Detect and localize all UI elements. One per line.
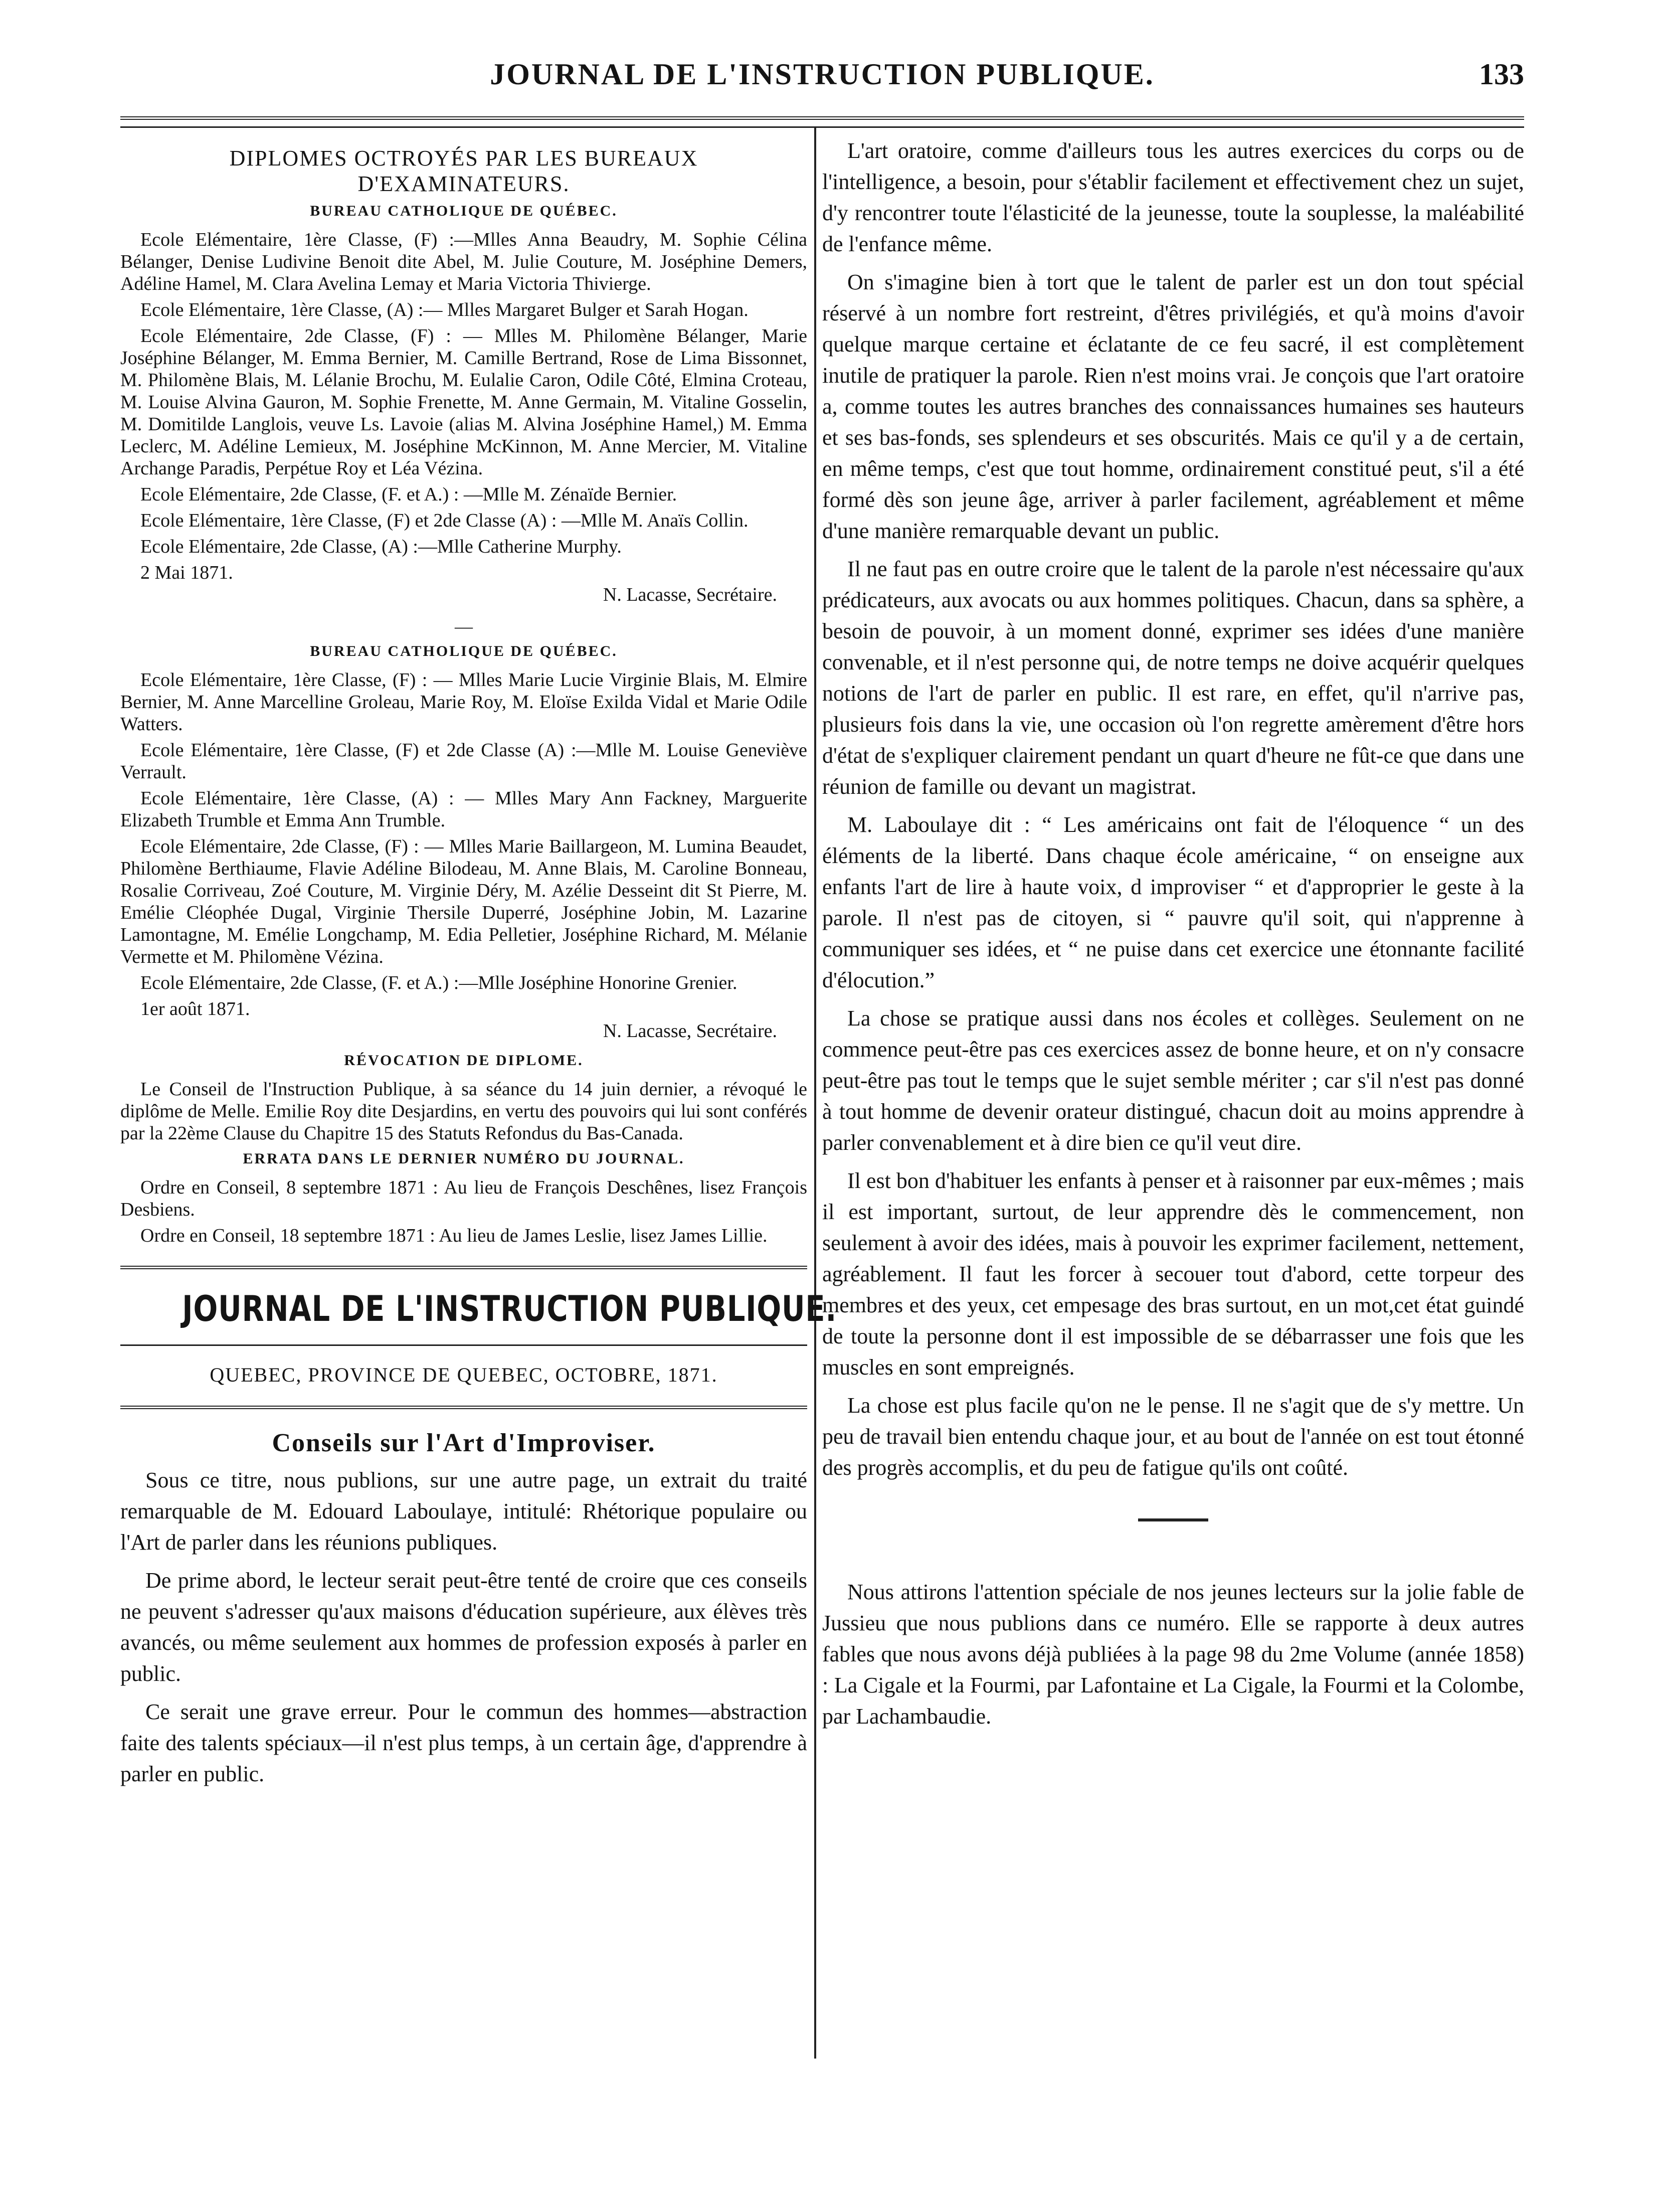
- article-paragraph: La chose est plus facile qu'on ne le pense. Il ne s'agit que de s'y mettre. Un peu de travail bien entendu chaque jour, et au bout de l'année on est tout étonné des progrès accomplis, et du peu de fatigue qu'ils ont coûté.: [822, 1393, 1524, 1480]
- diploma-entry: Ecole Elémentaire, 1ère Classe, (F) et 2de Classe (A) :—Mlle M. Louise Geneviève Verrault.: [120, 740, 807, 783]
- journal-name: JOURNAL DE L'INSTRUCTION PUBLIQUE.: [182, 1288, 837, 1329]
- bureau-title: BUREAU CATHOLIQUE DE QUÉBEC.: [310, 643, 618, 659]
- article-paragraph: Il ne faut pas en outre croire que le talent de la parole n'est nécessaire qu'aux prédicateurs, aux avocats ou aux hommes politiques. Chacun, dans sa sphère, a besoin de pouvoir, à un moment donné, exprimer ses idées d'une manière convenable, et il n'est personne qui, de notre temps ne doive acquérir quelques notions de l'art de parler en public. Il est rare, en effet, qu'il n'arrive pas, plusieurs fois dans la vie, une occasion où l'on regrette amèrement d'être hors d'état de s'expliquer clairement pendant un quart d'heure ne fût-ce que dans une réunion de famille ou devant un magistrat.: [822, 557, 1524, 799]
- article-paragraph: L'art oratoire, comme d'ailleurs tous les autres exercices du corps ou de l'intelligence, a besoin, pour s'établir facilement et effectivement chez un sujet, d'y rencontrer toute l'élasticité de la jeunesse, toute la souplesse, la maléabilité de l'enfance même.: [822, 138, 1524, 256]
- diploma-entry: Ecole Elémentaire, 1ère Classe, (F) :—Mlles Anna Beaudry, M. Sophie Célina Bélanger, Denise Ludivine Benoit dite Abel, M. Julie Couture, M. Joséphine Demers, Adéline Hamel, M. Clara Avelina Lemay et Maria Victoria Thivierge.: [120, 229, 807, 294]
- left-column: [120, 135, 837, 1797]
- diploma-entry: Ecole Elémentaire, 2de Classe, (A) :—Mlle Catherine Murphy.: [140, 536, 622, 557]
- signature: N. Lacasse, Secrétaire.: [603, 1020, 777, 1042]
- page-header: [120, 50, 1524, 100]
- thin-rule: [120, 1344, 807, 1346]
- diploma-entry: Ecole Elémentaire, 2de Classe, (F. et A.) : —Mlle M. Zénaïde Bernier.: [140, 484, 677, 505]
- signature-date: 1er août 1871.: [140, 998, 250, 1019]
- article-paragraph: De prime abord, le lecteur serait peut-être tenté de croire que ces conseils ne peuvent s'adresser qu'aux maisons d'éducation supérieure, aux élèves très avancés, ou même seulement aux hommes de profession exposés à parler en public.: [120, 1568, 807, 1686]
- running-title: JOURNAL DE L'INSTRUCTION PUBLIQUE.: [490, 58, 1155, 91]
- article-paragraph: La chose se pratique aussi dans nos écoles et collèges. Seulement on ne commence peut-être pas ces exercices assez de bonne heure, et on n'y consacre peut-être pas tout le temps que le sujet semble mériter ; car s'il n'est pas donné à tout homme de devenir orateur distingué, chacun doit au moins apprendre à parler convenablement et à dire bien ce qu'il veut dire.: [822, 1006, 1524, 1155]
- diploma-entry: Ecole Elémentaire, 2de Classe, (F) : — Mlles Marie Baillargeon, M. Lumina Beaudet, Philomène Berthiaume, Flavie Adéline Bilodeau, M. Anne Blais, M. Caroline Bonneau, Rosalie Corriveau, Zoé Couture, M. Virginie Déry, M. Azélie Desseint dit St Pierre, M. Emélie Cléophée Dugal, Virginie Thersile Duperré, Joséphine Jobin, M. Lazarine Lamontagne, M. Emélie Longchamp, M. Edia Pelletier, Joséphine Richard, M. Mélanie Vermette et M. Philomène Vézina.: [120, 836, 807, 967]
- article-title: Conseils sur l'Art d'Improviser.: [272, 1429, 656, 1457]
- editor-note: Nous attirons l'attention spéciale de nos jeunes lecteurs sur la jolie fable de Jussieu que nous publions dans ce numéro. Elle se rapporte à deux autres fables que nous avons déjà publiées à la page 98 du 2me Volume (année 1858) : La Cigale et la Fourmi, par Lafontaine et La Cigale, la Fourmi et la Colombe, par Lachambaudie.: [822, 1580, 1524, 1729]
- diploma-entry: Ecole Elémentaire, 1ère Classe, (F) : — Mlles Marie Lucie Virginie Blais, M. Elmire Bernier, M. Anne Marcelline Groleau, Marie Roy, M. Eloïse Exilda Vidal et Marie Odile Watters.: [120, 669, 807, 735]
- revocation-text: Le Conseil de l'Instruction Publique, à sa séance du 14 juin dernier, a révoqué le diplôme de Melle. Emilie Roy dite Desjardins, en vertu des pouvoirs qui lui sont conférés par la 22ème Clause du Chapitre 15 des Statuts Refondus du Bas-Canada.: [120, 1079, 807, 1144]
- page-number: 133: [1479, 58, 1524, 91]
- article-paragraph: Sous ce titre, nous publions, sur une autre page, un extrait du traité remarquable de M. Edouard Laboulaye, intitulé: Rhétorique populaire ou l'Art de parler dans les réunions publiques.: [120, 1468, 807, 1555]
- article-paragraph: Il est bon d'habituer les enfants à penser et à raisonner par eux-mêmes ; mais il est important, surtout, de leur apprendre dès le commencement, non seulement à avoir des idées, mais à pouvoir les exprimer facilement, nettement, agréablement. Il faut les forcer à secouer tout d'abord, cette torpeur des membres et des yeux, cet empesage des bras surtout, en un mot,cet état guindé de toute la personne dont il est impossible de se débarrasser une fois que les muscles en sont empreignés.: [822, 1168, 1524, 1380]
- column-divider: [814, 128, 816, 2059]
- diplomas-title: DIPLOMES OCTROYÉS PAR LES BUREAUX D'EXAMINATEURS.: [229, 146, 698, 196]
- errata-item: Ordre en Conseil, 8 septembre 1871 : Au lieu de François Deschênes, lisez François Desbiens.: [120, 1177, 807, 1220]
- errata-title: ERRATA DANS LE DERNIER NUMÉRO DU JOURNAL.: [243, 1150, 685, 1167]
- header-rule-thin: [120, 126, 1524, 128]
- diploma-entry: Ecole Elémentaire, 2de Classe, (F) : — Mlles M. Philomène Bélanger, Marie Joséphine Bélanger, M. Emma Bernier, M. Camille Bertrand, Rose de Lima Bissonnet, M. Philomène Blais, M. Lélanie Brochu, M. Eulalie Caron, Odile Côté, Elmina Croteau, M. Louise Alvina Gauron, M. Sophie Frenette, M. Anne Germain, M. Vitaline Gosselin, M. Domitilde Langlois, veuve Ls. Lavoie (alias M. Alvina Joséphine Hamel,) M. Emma Leclerc, M. Adéline Lemieux, M. Joséphine McKinnon, M. Anne Mercier, M. Vitaline Archange Paradis, Perpétue Roy et Léa Vézina.: [120, 325, 807, 479]
- article-paragraph: Ce serait une grave erreur. Pour le commun des hommes—abstraction faite des talents spéciaux—il n'est plus temps, à un certain âge, d'apprendre à parler en public.: [120, 1699, 807, 1786]
- errata-item: Ordre en Conseil, 18 septembre 1871 : Au lieu de James Leslie, lisez James Lillie.: [140, 1225, 768, 1246]
- separator: —: [455, 616, 473, 636]
- bureau-title: BUREAU CATHOLIQUE DE QUÉBEC.: [310, 203, 618, 219]
- revocation-title: RÉVOCATION DE DIPLOME.: [344, 1052, 584, 1069]
- signature-date: 2 Mai 1871.: [140, 562, 233, 583]
- diploma-entry: Ecole Elémentaire, 1ère Classe, (F) et 2de Classe (A) : —Mlle M. Anaïs Collin.: [140, 510, 749, 531]
- section-ornament: [1138, 1518, 1208, 1521]
- diploma-entry: Ecole Elémentaire, 2de Classe, (F. et A.) :—Mlle Joséphine Honorine Grenier.: [140, 972, 737, 993]
- right-column: [822, 135, 1524, 1739]
- diploma-entry: Ecole Elémentaire, 1ère Classe, (A) : — Mlles Mary Ann Fackney, Marguerite Elizabeth Trumble et Emma Ann Trumble.: [120, 788, 807, 831]
- dateline: QUEBEC, PROVINCE DE QUEBEC, OCTOBRE, 1871.: [210, 1364, 718, 1386]
- signature: N. Lacasse, Secrétaire.: [603, 584, 777, 605]
- journal-rule: [120, 1406, 807, 1409]
- article-paragraph: M. Laboulaye dit : “ Les américains ont fait de l'éloquence “ un des éléments de la liberté. Dans chaque école américaine, “ on enseigne aux enfants l'art de lire à haute voix, d improviser “ et d'approprier le geste à la parole. Il n'est pas de citoyen, si “ pauvre qu'il soit, qui n'apprenne à communiquer ses idées, et “ ne puise dans cet exercice une étonnante facilité d'élocution.”: [822, 812, 1524, 992]
- diploma-entry: Ecole Elémentaire, 1ère Classe, (A) :— Mlles Margaret Bulger et Sarah Hogan.: [140, 299, 749, 320]
- article-paragraph: On s'imagine bien à tort que le talent de parler est un don tout spécial réservé à un nombre fort restreint, d'êtres privilégiés, et qu'à moins d'avoir quelque marque certaine et éclatante de ce feu sacré, il est complètement inutile de pratiquer la parole. Rien n'est moins vrai. Je conçois que l'art oratoire a, comme toutes les autres branches des connaissances humaines ses hauteurs et ses bas-fonds, ses splendeurs et ses obscurités. Mais ce qu'il y a de certain, en même temps, c'est que tout homme, ordinairement constitué peut, s'il a été formé dès son jeune âge, arriver à parler facilement, agréablement et même d'une manière remarquable devant un public.: [822, 270, 1524, 543]
- journal-rule: [120, 1266, 807, 1269]
- header-rule: [120, 116, 1524, 120]
